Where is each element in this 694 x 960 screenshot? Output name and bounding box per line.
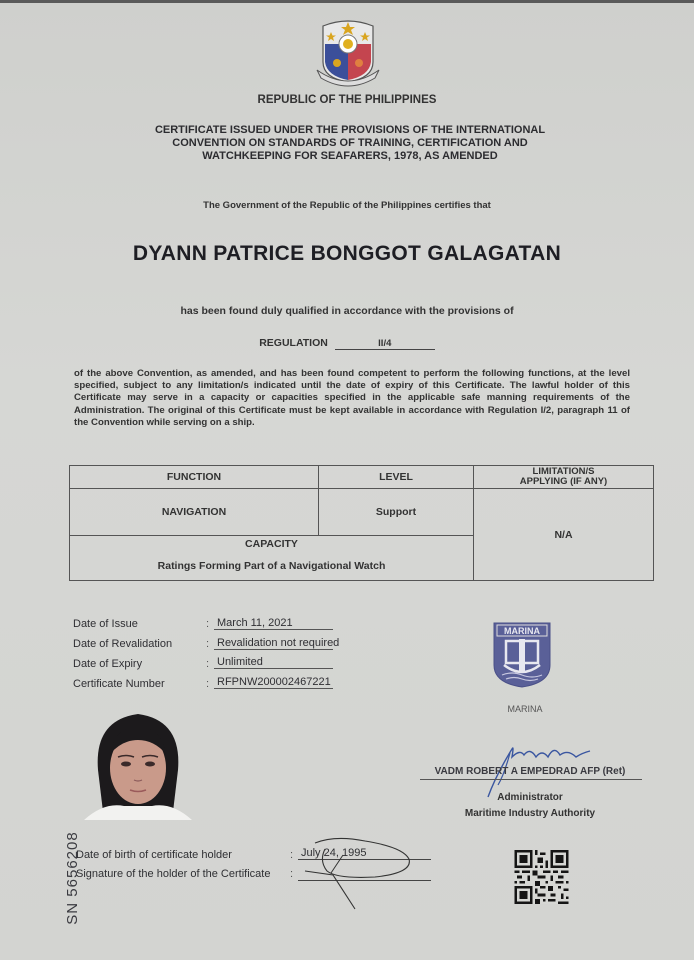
qr-code — [513, 850, 570, 904]
function-header: FUNCTION — [70, 466, 319, 489]
level-value: Support — [319, 489, 474, 536]
signatory-title: Administrator — [497, 792, 563, 803]
date-of-issue-value: March 11, 2021 — [214, 617, 333, 630]
date-of-expiry-label: Date of Expiry — [73, 658, 143, 670]
colon: : — [290, 868, 294, 880]
certificate-body-paragraph: of the above Convention, as amended, and has been found competent to perform the following functions, at the level specified, subject to any limitation/s indicated until the date of expiry of this Certificate. The lawful holder of this Certificate may serve in a capacity or capacities specified in the applicable safe manning requirements of the Administration. The original of this Certificate must be kept available in accordance with Regulation I/2, paragraph 11 of the Convention while serving on a ship. — [74, 368, 630, 428]
functions-table — [69, 465, 654, 581]
regulation-line — [0, 337, 694, 350]
holder-signature — [285, 835, 435, 910]
level-header: LEVEL — [319, 466, 474, 489]
date-of-expiry-value: Unlimited — [214, 656, 333, 669]
holder-name: DYANN PATRICE BONGGOT GALAGATAN — [132, 242, 562, 265]
date-of-revalidation-value: Revalidation not required — [214, 637, 333, 650]
function-value: NAVIGATION — [70, 489, 319, 536]
certificate-number-label: Certificate Number — [73, 678, 165, 690]
government-certifies-line: The Government of the Republic of the Philippines certifies that — [203, 200, 491, 211]
marina-logo-icon — [492, 621, 552, 689]
date-of-birth-label: Date of birth of certificate holder — [76, 849, 232, 861]
photo-top-edge — [0, 0, 694, 3]
republic-title: REPUBLIC OF THE PHILIPPINES — [257, 94, 437, 106]
marina-logo-text: MARINA — [504, 626, 540, 636]
date-of-birth-value: July 24, 1995 — [298, 847, 431, 860]
marina-label: MARINA — [507, 704, 543, 714]
colon: : — [206, 678, 210, 690]
limitations-header-line1: LIMITATION/S — [532, 466, 595, 477]
limitations-value: N/A — [474, 489, 654, 581]
certificate-number-value: RFPNW200002467221 — [214, 676, 333, 689]
signatory-name: VADM ROBERT A EMPEDRAD AFP (Ret) — [434, 766, 626, 777]
regulation-value: II/4 — [335, 338, 435, 350]
capacity-cell — [70, 536, 474, 581]
signature-line — [420, 779, 642, 780]
holder-signature-label: Signature of the holder of the Certificate — [76, 868, 271, 880]
date-of-revalidation-label: Date of Revalidation — [73, 638, 173, 650]
date-of-issue-label: Date of Issue — [73, 618, 138, 630]
serial-number: SN 5656208 — [64, 831, 81, 925]
limitations-header — [474, 466, 654, 489]
capacity-label: CAPACITY — [245, 538, 298, 550]
colon: : — [206, 638, 210, 650]
heading-line: CERTIFICATE ISSUED UNDER THE PROVISIONS OF THE INTERNATIONAL — [154, 124, 546, 136]
regulation-label: REGULATION — [259, 337, 328, 349]
colon: : — [206, 658, 210, 670]
colon: : — [290, 849, 294, 861]
philippine-coat-of-arms-icon — [313, 18, 383, 90]
certificate-heading — [120, 124, 580, 163]
capacity-value: Ratings Forming Part of a Navigational Watch — [157, 560, 386, 572]
heading-line: CONVENTION ON STANDARDS OF TRAINING, CERTIFICATION AND — [172, 137, 528, 149]
heading-line: WATCHKEEPING FOR SEAFARERS, 1978, AS AMENDED — [202, 150, 498, 162]
colon: : — [206, 618, 210, 630]
limitations-header-line2: APPLYING (IF ANY) — [519, 476, 608, 487]
holder-photo — [84, 710, 192, 820]
qualified-statement: has been found duly qualified in accordance with the provisions of — [180, 305, 514, 317]
signatory-organization: Maritime Industry Authority — [464, 808, 596, 819]
